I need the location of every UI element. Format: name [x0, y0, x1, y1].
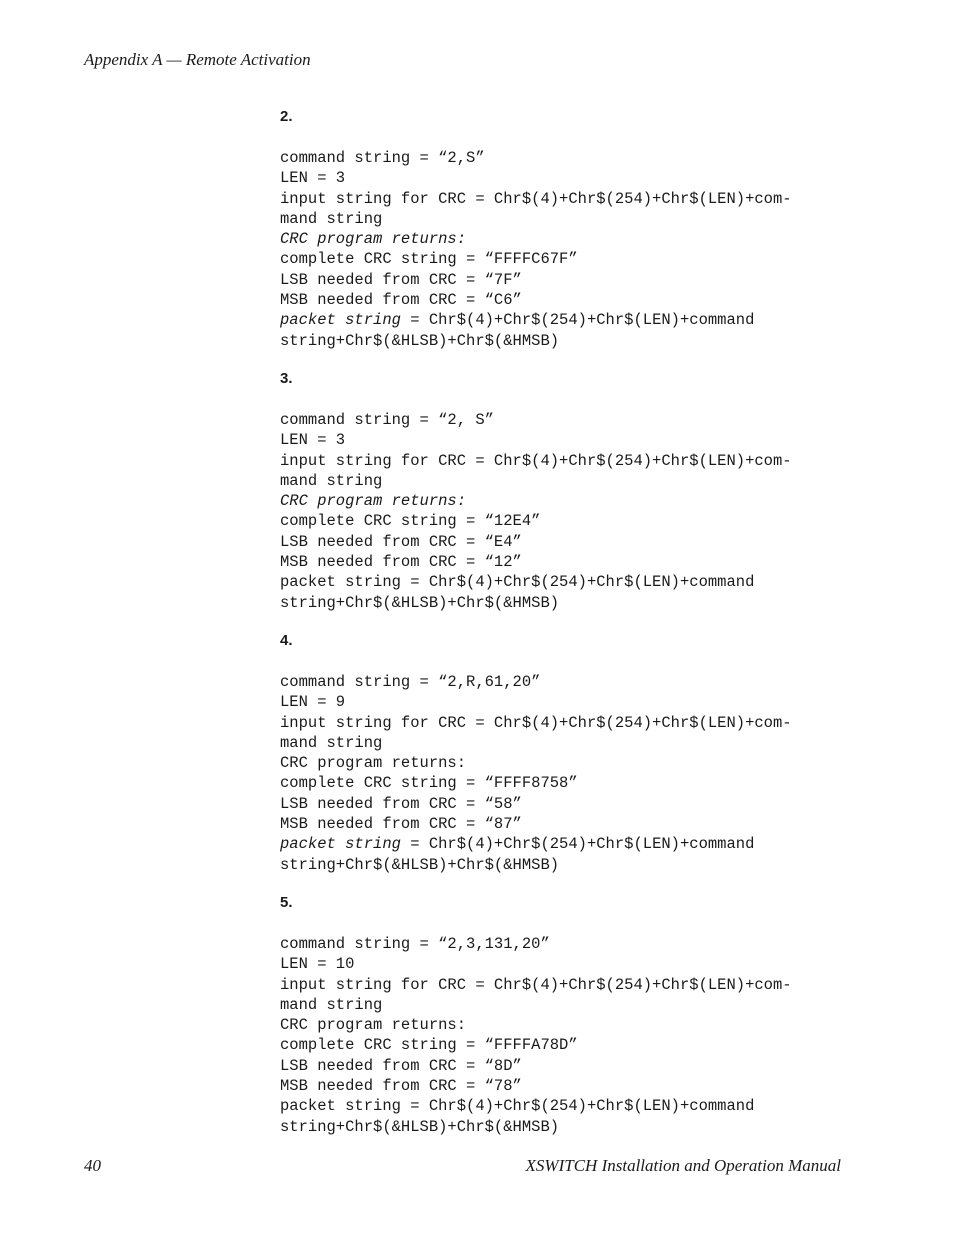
example-section — [280, 631, 860, 875]
code-line — [280, 1015, 860, 1035]
code-text: mand string — [280, 209, 383, 228]
code-line — [280, 229, 860, 249]
code-line — [280, 1117, 860, 1137]
code-line — [280, 1096, 860, 1116]
code-line — [280, 593, 860, 613]
code-text: command string = “2,R,61,20” — [280, 672, 541, 691]
code-text: CRC program returns: — [280, 1016, 467, 1035]
code-text: packet string = Chr$(4)+Chr$(254)+Chr$(LEN)+command — [280, 573, 755, 592]
code-line — [280, 672, 860, 692]
running-header: Appendix A — Remote Activation — [84, 50, 311, 69]
code-text: complete CRC string = “FFFFC67F” — [280, 250, 578, 269]
code-line — [280, 552, 860, 572]
section-number: 3. — [280, 369, 293, 387]
code-text: LSB needed from CRC = “E4” — [280, 532, 522, 551]
code-text: input string for CRC = Chr$(4)+Chr$(254)+Chr$(LEN)+com- — [280, 713, 792, 732]
code-text: mand string — [280, 471, 383, 490]
code-text: LEN = 9 — [280, 693, 346, 712]
code-text: = Chr$(4)+Chr$(254)+Chr$(LEN)+command — [400, 835, 755, 854]
code-text: MSB needed from CRC = “12” — [280, 553, 522, 572]
code-line — [280, 471, 860, 491]
code-text: command string = “2,3,131,20” — [280, 934, 550, 953]
code-line — [280, 310, 860, 330]
code-text: input string for CRC = Chr$(4)+Chr$(254)+Chr$(LEN)+com- — [280, 451, 792, 470]
code-text: mand string — [280, 995, 383, 1014]
code-text: CRC program returns: — [280, 492, 467, 511]
code-text: CRC program returns: — [280, 230, 467, 249]
code-text: string+Chr$(&HLSB)+Chr$(&HMSB) — [280, 855, 560, 874]
code-line — [280, 733, 860, 753]
code-line — [280, 692, 860, 712]
page-number: 40 — [84, 1156, 101, 1175]
code-text: MSB needed from CRC = “87” — [280, 815, 522, 834]
code-text: packet string = Chr$(4)+Chr$(254)+Chr$(LEN)+command — [280, 1097, 755, 1116]
code-line — [280, 290, 860, 310]
code-line — [280, 954, 860, 974]
code-text: = Chr$(4)+Chr$(254)+Chr$(LEN)+command — [400, 311, 755, 330]
code-line — [280, 934, 860, 954]
code-line — [280, 249, 860, 269]
code-text: MSB needed from CRC = “78” — [280, 1076, 522, 1095]
code-line — [280, 148, 860, 168]
code-line — [280, 270, 860, 290]
example-section — [280, 369, 860, 613]
code-text: LSB needed from CRC = “58” — [280, 794, 522, 813]
code-text: string+Chr$(&HLSB)+Chr$(&HMSB) — [280, 593, 560, 612]
example-section — [280, 107, 860, 351]
code-text: MSB needed from CRC = “C6” — [280, 291, 522, 310]
code-text: input string for CRC = Chr$(4)+Chr$(254)+Chr$(LEN)+com- — [280, 189, 792, 208]
section-number: 5. — [280, 893, 293, 911]
code-text: LEN = 3 — [280, 431, 346, 450]
code-text: LSB needed from CRC = “8D” — [280, 1056, 522, 1075]
code-text: string+Chr$(&HLSB)+Chr$(&HMSB) — [280, 1117, 560, 1136]
code-line — [280, 209, 860, 229]
code-text: input string for CRC = Chr$(4)+Chr$(254)+Chr$(LEN)+com- — [280, 975, 792, 994]
code-line — [280, 410, 860, 430]
code-text: mand string — [280, 733, 383, 752]
document-body — [280, 107, 860, 1155]
section-number: 4. — [280, 631, 293, 649]
code-line — [280, 975, 860, 995]
code-text: LSB needed from CRC = “7F” — [280, 270, 522, 289]
code-line — [280, 814, 860, 834]
section-number: 2. — [280, 108, 293, 125]
code-line — [280, 1056, 860, 1076]
code-text: command string = “2, S” — [280, 410, 494, 429]
code-text: packet string — [280, 311, 401, 330]
code-line — [280, 834, 860, 854]
code-line — [280, 794, 860, 814]
code-line — [280, 995, 860, 1015]
code-text: complete CRC string = “12E4” — [280, 512, 541, 531]
code-text: command string = “2,S” — [280, 149, 485, 167]
code-line — [280, 773, 860, 793]
code-text: complete CRC string = “FFFFA78D” — [280, 1036, 578, 1055]
code-line — [280, 189, 860, 209]
example-section — [280, 893, 860, 1137]
code-line — [280, 451, 860, 471]
code-text: packet string — [280, 835, 401, 854]
code-line — [280, 572, 860, 592]
manual-title: XSWITCH Installation and Operation Manual — [525, 1156, 841, 1175]
code-text: LEN = 3 — [280, 169, 346, 188]
code-line — [280, 168, 860, 188]
code-line — [280, 491, 860, 511]
code-text: string+Chr$(&HLSB)+Chr$(&HMSB) — [280, 331, 560, 350]
code-line — [280, 855, 860, 875]
code-line — [280, 713, 860, 733]
code-text: complete CRC string = “FFFF8758” — [280, 774, 578, 793]
code-line — [280, 1035, 860, 1055]
code-line — [280, 532, 860, 552]
code-line — [280, 1076, 860, 1096]
code-line — [280, 331, 860, 351]
code-line — [280, 753, 860, 773]
code-text: CRC program returns: — [280, 754, 467, 773]
code-text: LEN = 10 — [280, 955, 355, 974]
code-line — [280, 511, 860, 531]
code-line — [280, 430, 860, 450]
